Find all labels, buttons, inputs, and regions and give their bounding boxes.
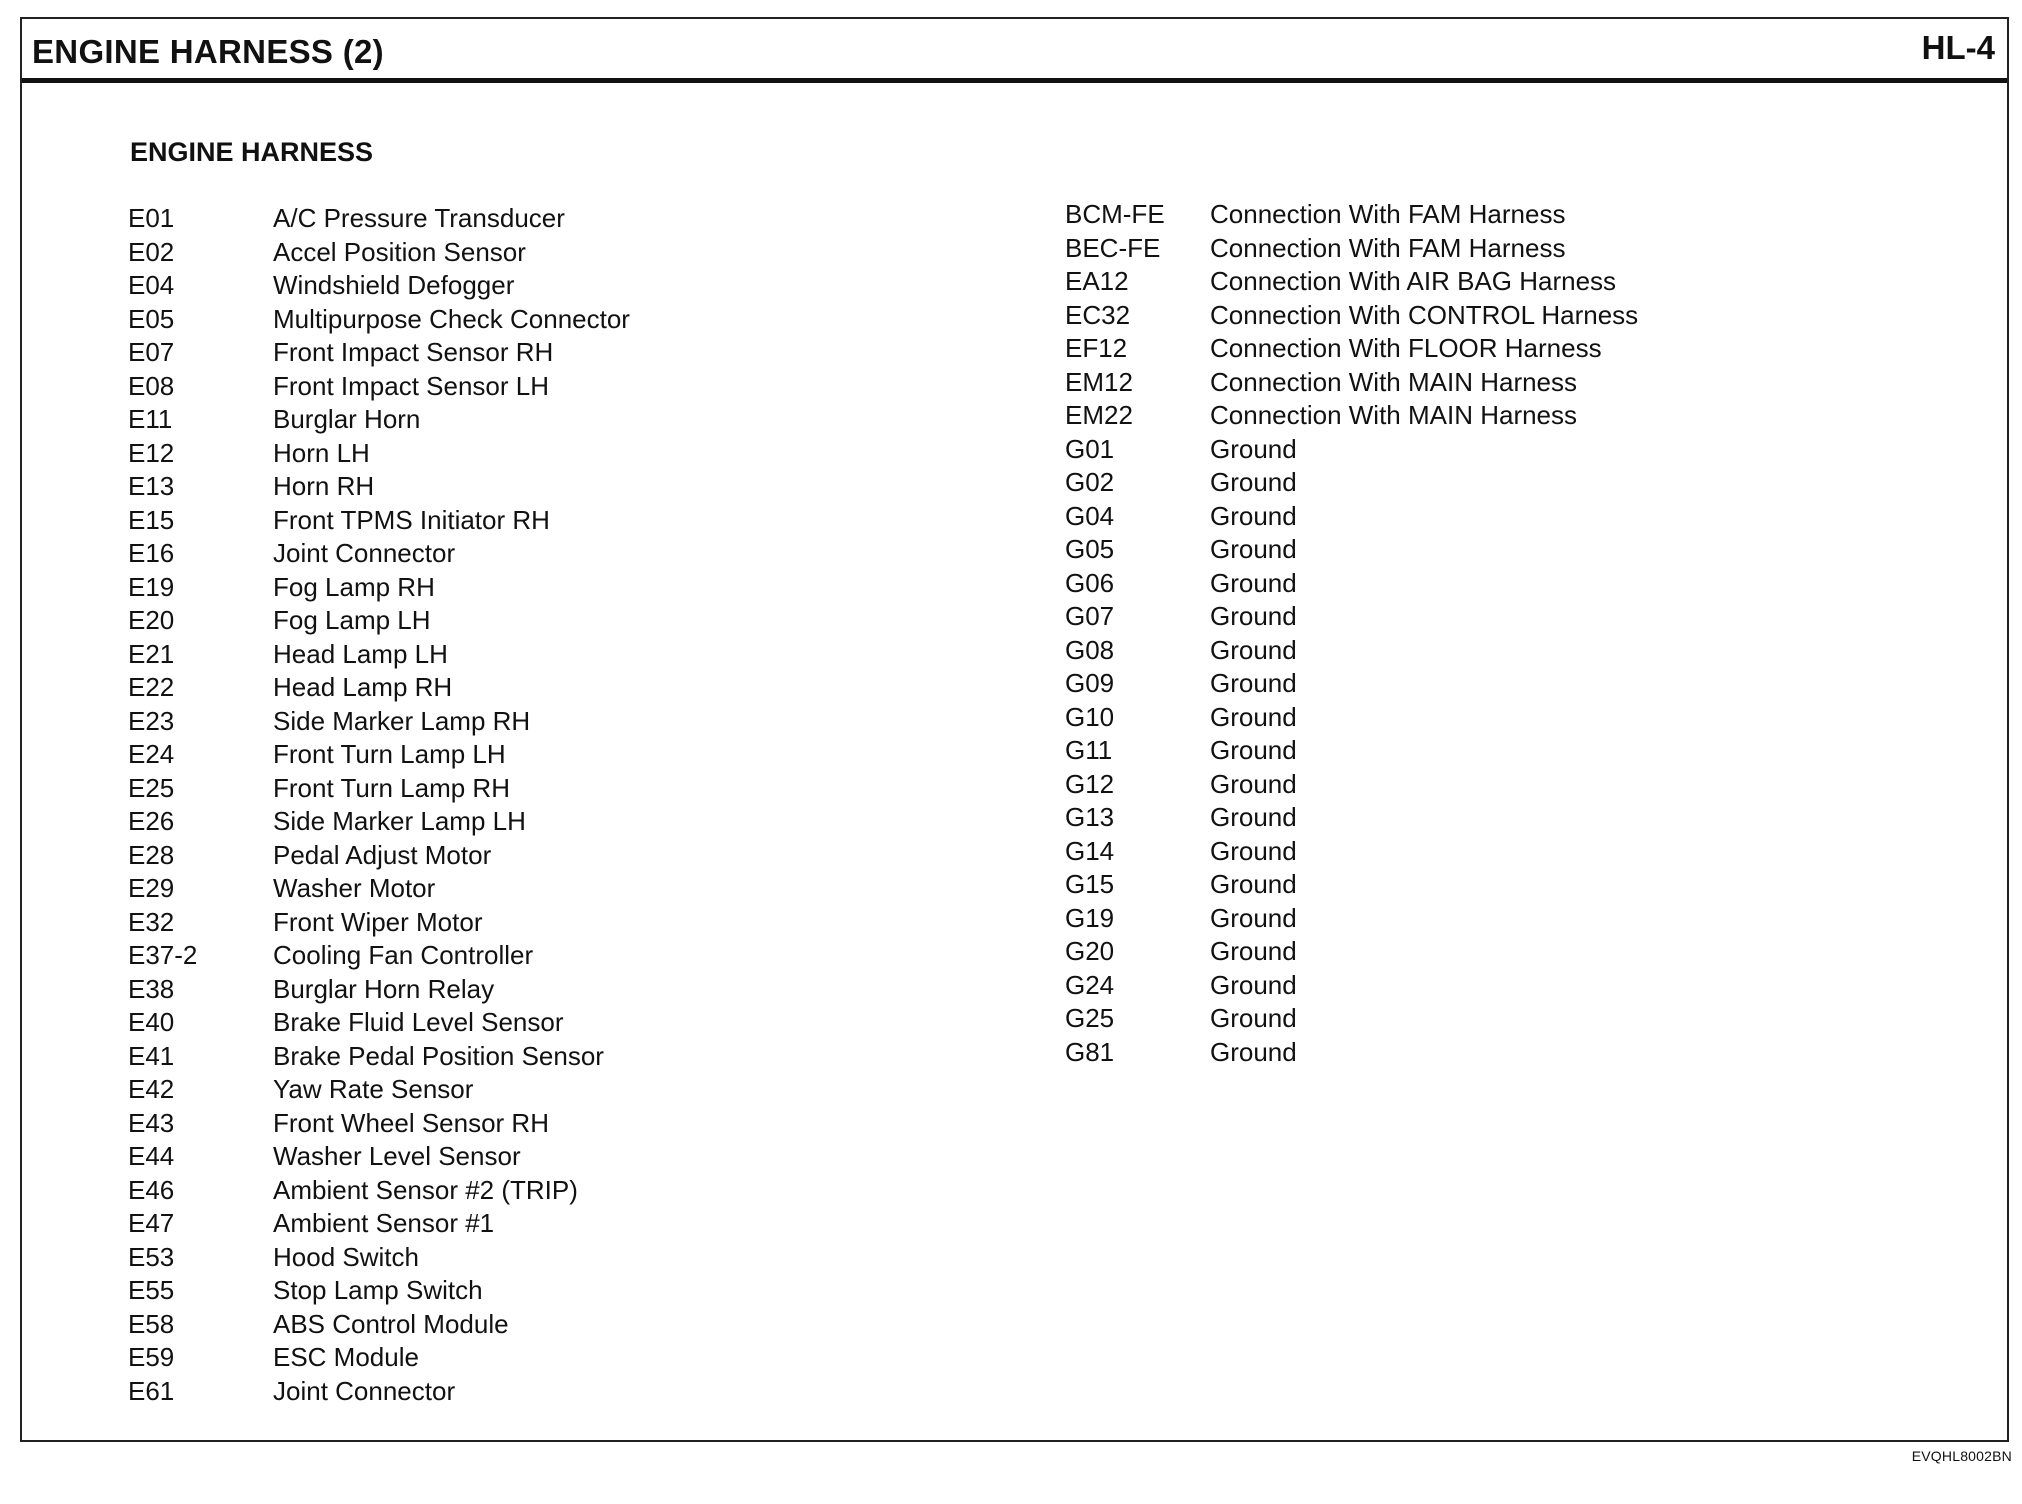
page-frame xyxy=(20,17,2009,1442)
connector-description: Ground xyxy=(1210,902,1297,933)
left-connector-list xyxy=(128,202,630,1408)
connector-row xyxy=(128,1040,630,1074)
connector-row xyxy=(128,1107,630,1141)
connector-description: Front Impact Sensor RH xyxy=(273,337,554,367)
connector-code: E25 xyxy=(128,772,175,803)
connector-row xyxy=(128,571,630,605)
connector-row xyxy=(128,638,630,672)
connector-description: Joint Connector xyxy=(273,538,456,568)
connector-code: E58 xyxy=(128,1308,175,1339)
connector-description: Fog Lamp RH xyxy=(273,571,435,602)
connector-description: Ground xyxy=(1210,500,1297,531)
connector-code: E16 xyxy=(128,538,175,568)
connector-description: Brake Fluid Level Sensor xyxy=(273,1007,564,1037)
connector-description: Ground xyxy=(1210,534,1297,564)
connector-row xyxy=(1065,1036,1638,1070)
connector-code: E44 xyxy=(128,1141,175,1171)
connector-row xyxy=(128,236,630,270)
connector-code: E38 xyxy=(128,973,175,1004)
connector-description: Ground xyxy=(1210,567,1297,598)
connector-code: E19 xyxy=(128,571,175,602)
connector-description: Fog Lamp LH xyxy=(273,605,431,635)
connector-description: Horn LH xyxy=(273,437,370,468)
connector-row xyxy=(1065,969,1638,1003)
connector-description: Ground xyxy=(1210,768,1297,799)
connector-code: G81 xyxy=(1065,1036,1115,1067)
connector-description: Multipurpose Check Connector xyxy=(273,303,630,334)
connector-row xyxy=(1065,1002,1638,1036)
connector-code: E47 xyxy=(128,1208,175,1238)
connector-description: Front TPMS Initiator RH xyxy=(273,504,550,535)
connector-row xyxy=(128,470,630,504)
connector-description: Burglar Horn Relay xyxy=(273,973,495,1004)
connector-code: E61 xyxy=(128,1375,175,1406)
connector-description: Connection With AIR BAG Harness xyxy=(1210,266,1617,296)
connector-description: Horn RH xyxy=(273,471,375,501)
connector-row xyxy=(128,1274,630,1308)
connector-code: E24 xyxy=(128,739,175,769)
connector-code: E01 xyxy=(128,203,175,233)
connector-code: G05 xyxy=(1065,534,1115,564)
connector-row xyxy=(1065,935,1638,969)
connector-row xyxy=(128,738,630,772)
connector-description: Side Marker Lamp LH xyxy=(273,806,526,836)
connector-description: Connection With MAIN Harness xyxy=(1210,400,1578,430)
connector-description: Washer Level Sensor xyxy=(273,1141,521,1171)
connector-code: E08 xyxy=(128,370,175,401)
connector-description: Connection With MAIN Harness xyxy=(1210,366,1578,397)
connector-row xyxy=(128,336,630,370)
connector-description: Ground xyxy=(1210,969,1297,1000)
connector-code: E13 xyxy=(128,471,175,501)
connector-code: E28 xyxy=(128,839,175,870)
connector-code: E43 xyxy=(128,1107,175,1138)
connector-code: EM12 xyxy=(1065,366,1133,397)
connector-description: Head Lamp LH xyxy=(273,638,448,669)
connector-code: G01 xyxy=(1065,433,1115,464)
connector-row xyxy=(128,906,630,940)
connector-code: E23 xyxy=(128,705,175,736)
connector-row xyxy=(128,839,630,873)
connector-code: E42 xyxy=(128,1074,175,1104)
connector-code: G19 xyxy=(1065,902,1115,933)
connector-row xyxy=(128,939,630,973)
section-title: ENGINE HARNESS xyxy=(130,137,374,167)
connector-row xyxy=(1065,634,1638,668)
connector-description: Brake Pedal Position Sensor xyxy=(273,1040,604,1071)
page-title: ENGINE HARNESS (2) xyxy=(32,33,384,70)
connector-description: Windshield Defogger xyxy=(273,270,515,300)
connector-row xyxy=(1065,868,1638,902)
connector-description: Ambient Sensor #2 (TRIP) xyxy=(273,1174,578,1205)
connector-description: Washer Motor xyxy=(273,873,436,903)
connector-description: Yaw Rate Sensor xyxy=(273,1074,474,1104)
connector-description: Front Impact Sensor LH xyxy=(273,370,549,401)
connector-description: Ground xyxy=(1210,467,1297,497)
connector-description: Front Turn Lamp LH xyxy=(273,739,506,769)
connector-code: G11 xyxy=(1065,735,1113,765)
connector-row xyxy=(128,303,630,337)
connector-description: Ground xyxy=(1210,735,1297,765)
connector-row xyxy=(128,202,630,236)
connector-row xyxy=(1065,902,1638,936)
connector-description: Connection With FAM Harness xyxy=(1210,232,1566,263)
page-code: HL-4 xyxy=(1921,29,1995,66)
connector-description: Front Wheel Sensor RH xyxy=(273,1107,549,1138)
connector-code: E37-2 xyxy=(128,940,198,970)
connector-row xyxy=(128,1073,630,1107)
connector-row xyxy=(1065,399,1638,433)
connector-code: E46 xyxy=(128,1174,175,1205)
connector-code: E32 xyxy=(128,906,175,937)
connector-code: E59 xyxy=(128,1342,175,1372)
connector-description: Ground xyxy=(1210,601,1297,631)
connector-row xyxy=(1065,801,1638,835)
connector-code: EC32 xyxy=(1065,299,1131,330)
connector-code: E55 xyxy=(128,1275,175,1305)
connector-description: Ground xyxy=(1210,835,1297,866)
connector-row xyxy=(128,1341,630,1375)
connector-description: Stop Lamp Switch xyxy=(273,1275,483,1305)
connector-row xyxy=(1065,366,1638,400)
connector-code: BEC-FE xyxy=(1065,232,1161,263)
connector-code: E40 xyxy=(128,1007,175,1037)
connector-row xyxy=(1065,198,1638,232)
connector-row xyxy=(1065,835,1638,869)
connector-description: Pedal Adjust Motor xyxy=(273,839,492,870)
connector-row xyxy=(1065,500,1638,534)
connector-row xyxy=(128,537,630,571)
connector-description: ABS Control Module xyxy=(273,1308,509,1339)
connector-description: Ground xyxy=(1210,869,1297,899)
connector-description: Connection With CONTROL Harness xyxy=(1210,299,1639,330)
connector-row xyxy=(1065,299,1638,333)
connector-row xyxy=(128,604,630,638)
connector-row xyxy=(1065,433,1638,467)
connector-row xyxy=(1065,265,1638,299)
connector-row xyxy=(128,1241,630,1275)
connector-description: Ground xyxy=(1210,802,1297,832)
connector-row xyxy=(128,1375,630,1409)
connector-row xyxy=(1065,567,1638,601)
connector-code: E12 xyxy=(128,437,175,468)
connector-code: EM22 xyxy=(1065,400,1133,430)
connector-code: E07 xyxy=(128,337,175,367)
connector-description: Burglar Horn xyxy=(273,404,421,434)
connector-code: EF12 xyxy=(1065,333,1128,363)
connector-row xyxy=(128,973,630,1007)
connector-row xyxy=(128,772,630,806)
connector-row xyxy=(128,1308,630,1342)
connector-description: Joint Connector xyxy=(273,1375,456,1406)
connector-code: E15 xyxy=(128,504,175,535)
connector-description: Ground xyxy=(1210,433,1297,464)
connector-description: Ground xyxy=(1210,701,1297,732)
right-connector-list xyxy=(1065,198,1638,1069)
connector-row xyxy=(128,705,630,739)
connector-code: E22 xyxy=(128,672,175,702)
header-bar xyxy=(22,19,2007,83)
connector-description: Side Marker Lamp RH xyxy=(273,705,531,736)
connector-description: Connection With FLOOR Harness xyxy=(1210,333,1602,363)
connector-row xyxy=(1065,667,1638,701)
connector-description: Ground xyxy=(1210,668,1297,698)
connector-code: G04 xyxy=(1065,500,1115,531)
connector-code: G08 xyxy=(1065,634,1115,665)
connector-code: G15 xyxy=(1065,869,1115,899)
connector-code: BCM-FE xyxy=(1065,199,1165,229)
connector-description: Front Wiper Motor xyxy=(273,906,483,937)
connector-row xyxy=(128,1174,630,1208)
connector-description: Front Turn Lamp RH xyxy=(273,772,510,803)
connector-code: G13 xyxy=(1065,802,1115,832)
connector-code: G24 xyxy=(1065,969,1115,1000)
connector-description: Ground xyxy=(1210,1003,1297,1033)
connector-row xyxy=(128,437,630,471)
connector-code: G12 xyxy=(1065,768,1115,799)
connector-description: Ground xyxy=(1210,1036,1297,1067)
connector-description: A/C Pressure Transducer xyxy=(273,203,565,233)
connector-description: Ground xyxy=(1210,936,1297,966)
connector-row xyxy=(128,671,630,705)
connector-row xyxy=(128,1207,630,1241)
connector-row xyxy=(1065,701,1638,735)
connector-row xyxy=(1065,768,1638,802)
connector-code: E41 xyxy=(128,1040,175,1071)
connector-code: E04 xyxy=(128,270,175,300)
connector-row xyxy=(128,872,630,906)
connector-code: G14 xyxy=(1065,835,1115,866)
connector-description: ESC Module xyxy=(273,1342,419,1372)
connector-row xyxy=(128,1140,630,1174)
connector-code: E20 xyxy=(128,605,175,635)
connector-row xyxy=(1065,533,1638,567)
connector-code: E29 xyxy=(128,873,175,903)
connector-code: G10 xyxy=(1065,701,1115,732)
connector-row xyxy=(1065,600,1638,634)
connector-code: G25 xyxy=(1065,1003,1115,1033)
connector-row xyxy=(128,269,630,303)
connector-row xyxy=(128,403,630,437)
connector-description: Accel Position Sensor xyxy=(273,236,526,267)
connector-row xyxy=(128,504,630,538)
connector-code: G06 xyxy=(1065,567,1115,598)
connector-description: Head Lamp RH xyxy=(273,672,453,702)
connector-code: G20 xyxy=(1065,936,1115,966)
connector-description: Connection With FAM Harness xyxy=(1210,199,1566,229)
connector-row xyxy=(1065,332,1638,366)
connector-row xyxy=(128,370,630,404)
connector-code: E05 xyxy=(128,303,175,334)
connector-description: Cooling Fan Controller xyxy=(273,940,534,970)
connector-code: E02 xyxy=(128,236,175,267)
connector-code: E26 xyxy=(128,806,175,836)
connector-description: Ground xyxy=(1210,634,1297,665)
connector-description: Hood Switch xyxy=(273,1241,419,1272)
connector-row xyxy=(128,1006,630,1040)
connector-row xyxy=(1065,232,1638,266)
connector-code: G07 xyxy=(1065,601,1115,631)
connector-description: Ambient Sensor #1 xyxy=(273,1208,495,1238)
connector-code: E53 xyxy=(128,1241,175,1272)
connector-row xyxy=(1065,466,1638,500)
connector-code: E21 xyxy=(128,638,175,669)
connector-row xyxy=(128,805,630,839)
figure-reference-code: EVQHL8002BN xyxy=(1911,1448,2012,1464)
connector-code: EA12 xyxy=(1065,266,1129,296)
connector-row xyxy=(1065,734,1638,768)
connector-code: E11 xyxy=(128,404,173,434)
connector-code: G02 xyxy=(1065,467,1115,497)
connector-code: G09 xyxy=(1065,668,1115,698)
